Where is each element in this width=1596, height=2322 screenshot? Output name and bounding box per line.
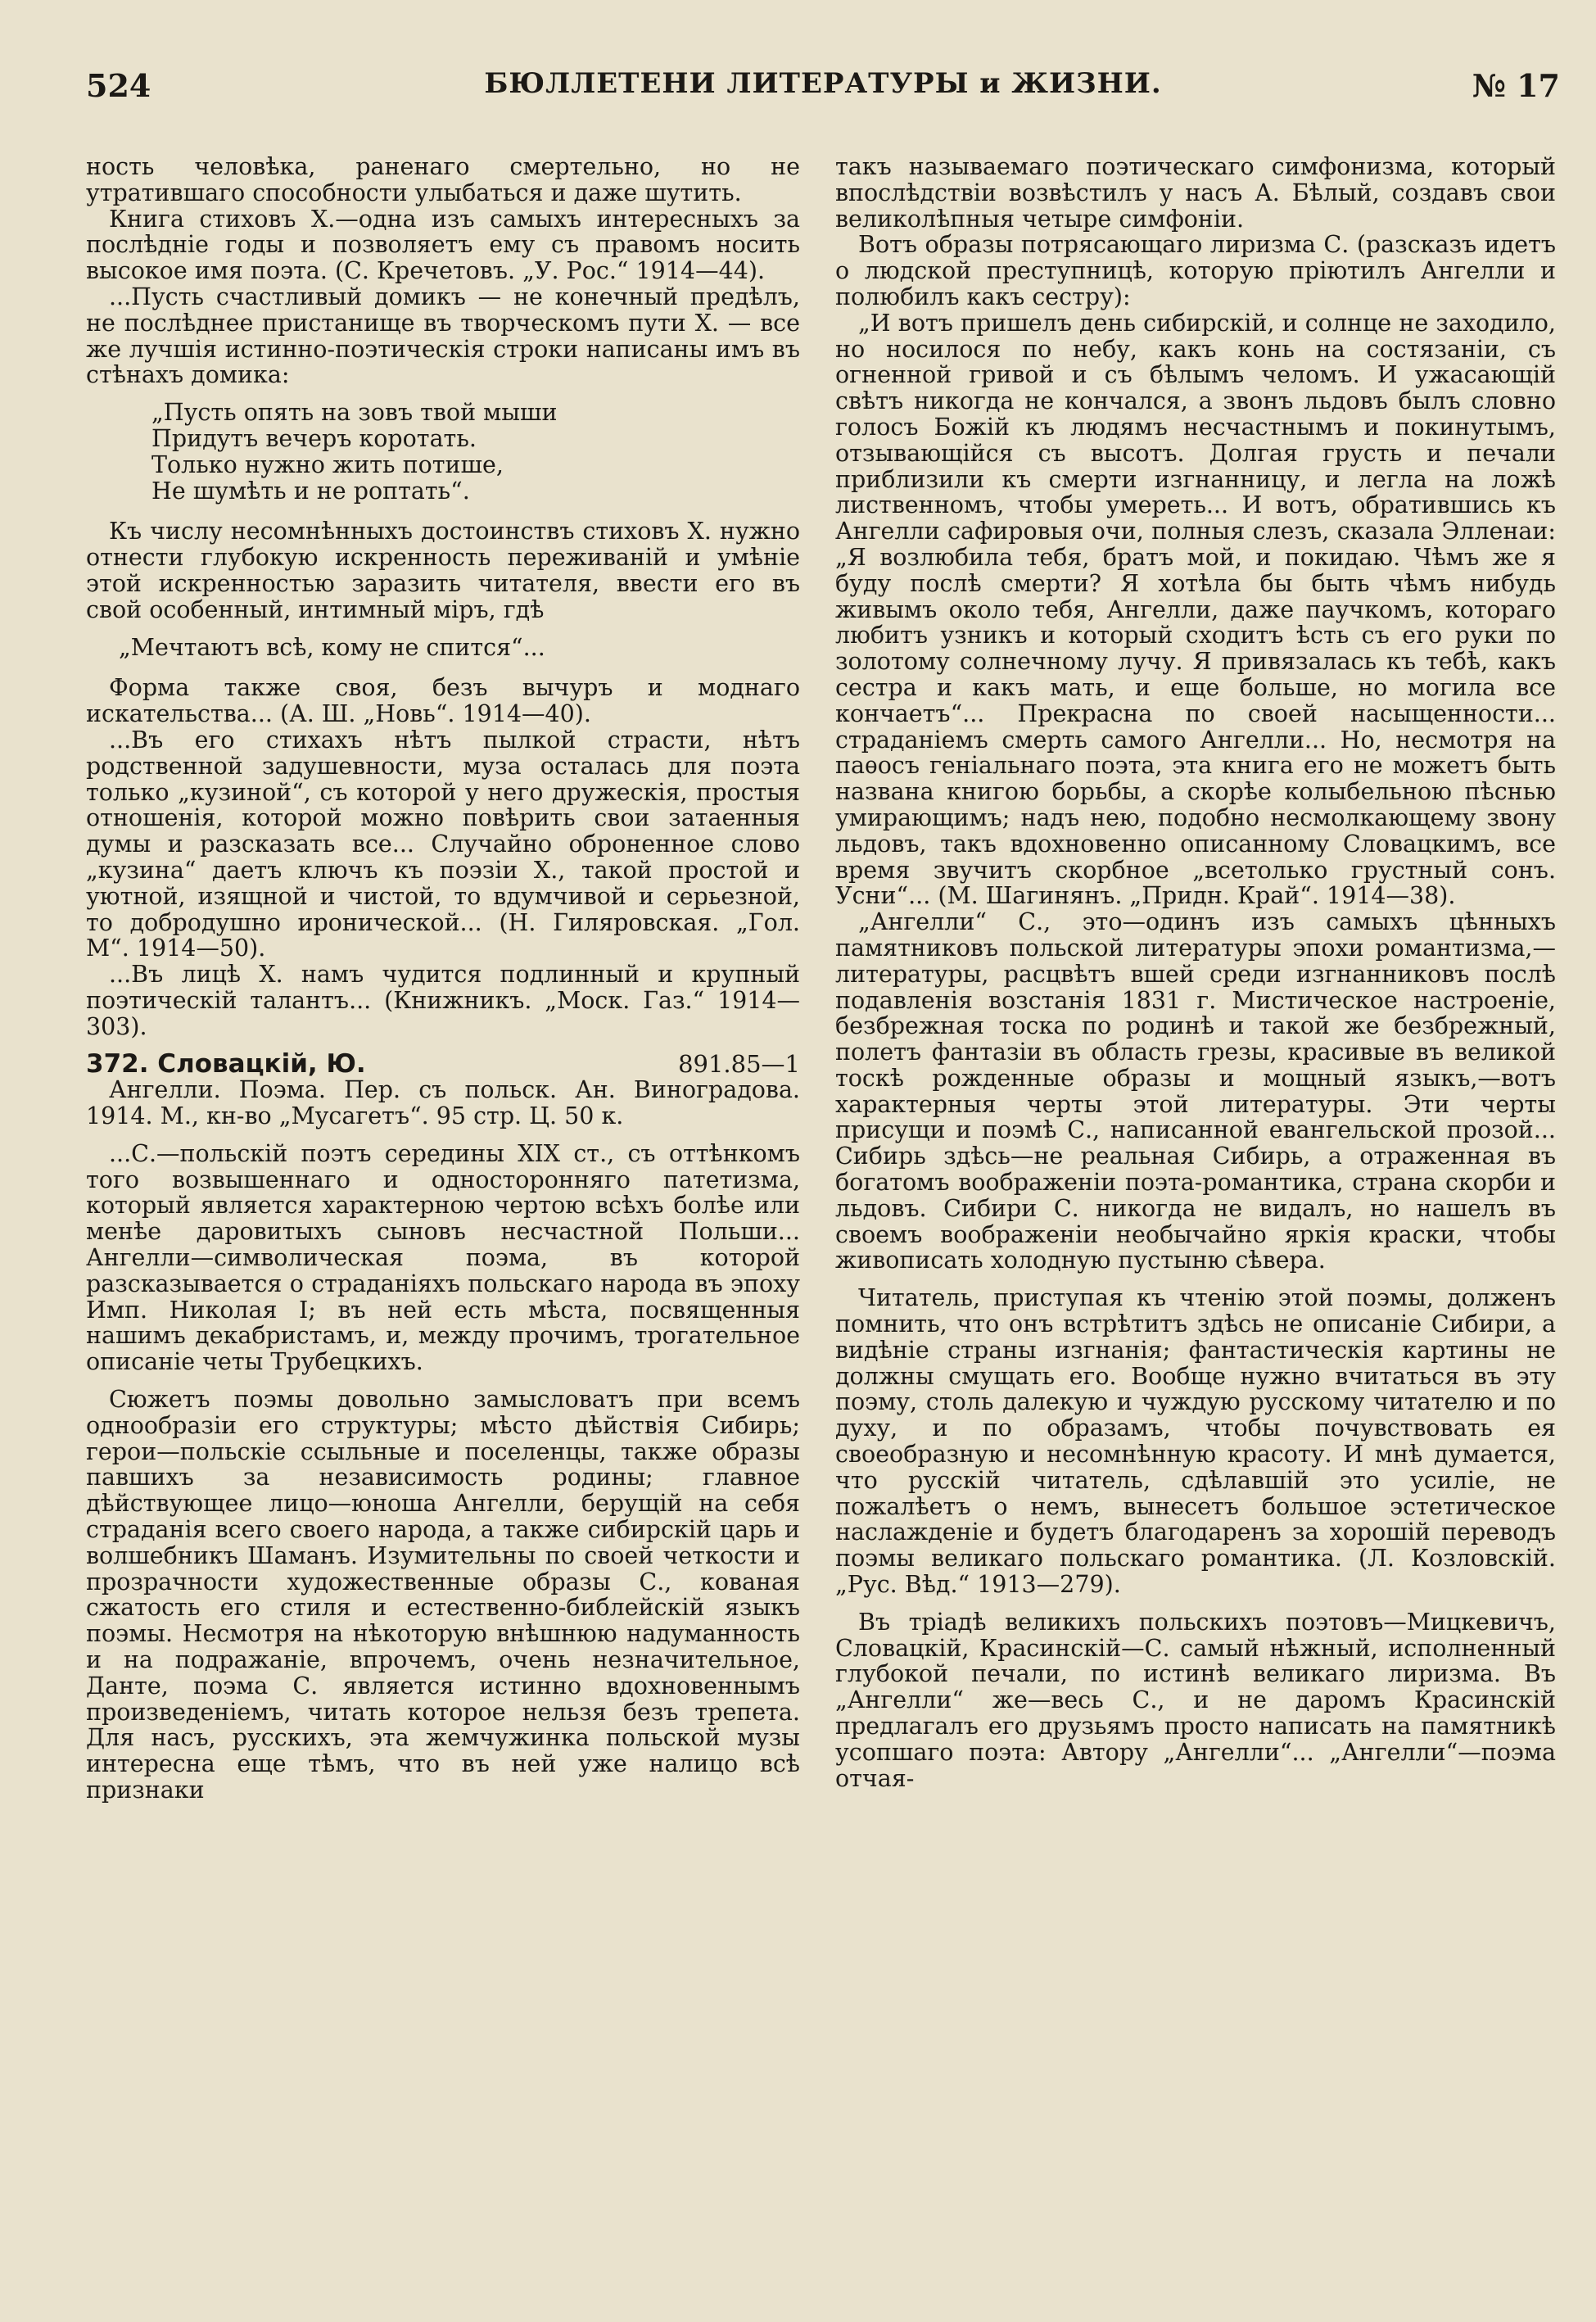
right-column bbox=[835, 154, 1556, 1791]
catalog-entry-heading bbox=[86, 1048, 800, 1079]
page-header bbox=[86, 67, 1560, 116]
page-number: 524 bbox=[86, 67, 151, 104]
poem-line: Придутъ вечеръ коротать. bbox=[151, 424, 477, 452]
paragraph: ...С.—польскій поэтъ середины XIX ст., съ оттѣнкомъ того возвышеннаго и односторонняго патетизма, который является характерною чертою всѣхъ болѣе или менѣе даровитыхъ сыновъ несчастной Польши... Ангелли—символическая поэма, въ которой разсказывается о страданіяхъ польскаго народа въ эпоху Имп. Николая I; въ ней есть мѣста, посвященныя нашимъ декабристамъ, и, между прочимъ, трогательное описаніе четы Трубецкихъ. bbox=[86, 1139, 800, 1376]
quote-line: „Мечтаютъ всѣ, кому не спится“... bbox=[119, 633, 545, 661]
paragraph: „И вотъ пришелъ день сибирскій, и солнце не заходило, но носилося по небу, какъ конь на состязаніи, съ огненной гривой и съ бѣлымъ челомъ. И ужасающій свѣтъ никогда не кончался, а звонъ льдовъ былъ словно голосъ Божій къ людямъ несчастнымъ и покинутымъ, отзывающійся съ высотъ. Долгая грусть и печали приблизили къ смерти изгнанницу, и легла на ложѣ лиственномъ, чтобы умереть... И вотъ, обратившись къ Ангелли сафировыя очи, полныя слезъ, сказала Элленаи: „Я возлюбила тебя, братъ мой, и покидаю. Чѣмъ же я буду послѣ смерти? Я хотѣла бы быть чѣмъ нибудь живымъ около тебя, Ангелли, даже паучкомъ, котораго любитъ узникъ и который сходитъ ѣсть съ его руки по золотому солнечному лучу. Я привязалась къ тебѣ, какъ сестра и какъ мать, и еще больше, но могила все кончаетъ“... Прекрасна по своей насыщенности... страданіемъ смерть самого Ангелли... Но, несмотря на паѳосъ геніальнаго поэта, эта книга его не можетъ быть названа книгою борьбы, а скорѣе колыбельною пѣснью умирающимъ; надъ нею, подобно несмолкающему звону льдовъ, такъ вдохновенно описанному Словацкимъ, все время звучитъ скорбное „всетолько грустный сонъ. Усни“... (М. Шагинянъ. „Придн. Край“. 1914—38). bbox=[835, 309, 1556, 910]
poem-line: Только нужно жить потише, bbox=[151, 450, 504, 478]
left-column bbox=[86, 154, 800, 1804]
paragraph: ...Въ его стихахъ нѣтъ пылкой страсти, нѣтъ родственной задушевности, муза осталась для поэта только „кузиной“, съ которой у него дружескія, простыя отношенія, которой можно повѣрить свои затаенныя думы и разсказать все... Случайно оброненное слово „кузина“ даетъ ключъ къ поэзіи Х., такой простой и уютной, изящной и чистой, то вдумчивой и серьезной, то добродушно иронической... (Н. Гиляровская. „Гол. М“. 1914—50). bbox=[86, 726, 800, 962]
poem-line: Не шумѣть и не роптать“. bbox=[151, 477, 470, 505]
paragraph: Сюжетъ поэмы довольно замысловатъ при всемъ однообразіи его структуры; мѣсто дѣйствія Сибирь; герои—польскіе ссыльные и поселенцы, также образы павшихъ за независимость родины; главное дѣйствующее лицо—юноша Ангелли, берущій на себя страданія всего своего народа, а также сибирскій царь и волшебникъ Шаманъ. Изумительны по своей четкости и прозрачности художественные образы С., кованая сжатость его стиля и естественно-библейскій языкъ поэмы. Несмотря на нѣкоторую внѣшнюю надуманность и на подражаніе, впрочемъ, очень незначительное, Данте, поэма С. является истинно вдохновеннымъ произведеніемъ, читать которое нельзя безъ трепета. Для насъ, русскихъ, эта жемчужинка польской музы интересна еще тѣмъ, что въ ней уже налицо всѣ признаки bbox=[86, 1386, 800, 1804]
paragraph: такъ называемаго поэтическаго симфонизма, который впослѣдствіи возвѣстилъ у насъ А. Бѣлый, создавъ свои великолѣпныя четыре симфоніи. bbox=[835, 153, 1556, 233]
entry-description: Ангелли. Поэма. Пер. съ польск. Ан. Виноградова. 1914. М., кн-во „Мусагетъ“. 95 стр. Ц. 50 к. bbox=[86, 1076, 800, 1130]
poem-quote bbox=[151, 400, 800, 504]
paragraph: Вотъ образы потрясающаго лиризма С. (разсказъ идетъ о людской преступницѣ, которую пріютилъ Ангелли и полюбилъ какъ сестру): bbox=[835, 231, 1556, 310]
paragraph: Въ тріадѣ великихъ польскихъ поэтовъ—Мицкевичъ, Словацкій, Красинскій—С. самый нѣжный, исполненный глубокой печали, по истинѣ великаго лиризма. Въ „Ангелли“ же—весь С., и не даромъ Красинскій предлагалъ его друзьямъ просто написать на памятникѣ усопшаго поэта: Автору „Ангелли“... „Ангелли“—поэма отчая- bbox=[835, 1608, 1556, 1792]
paragraph: ность человѣка, раненаго смертельно, но не утратившаго способности улыбаться и даже шутить. bbox=[86, 153, 800, 206]
entry-classification: 891.85—1 bbox=[678, 1049, 800, 1078]
paragraph: Форма также своя, безъ вычуръ и моднаго искательства... (А. Ш. „Новь“. 1914—40). bbox=[86, 674, 800, 728]
issue-number: № 17 bbox=[1472, 67, 1560, 104]
paragraph: Къ числу несомнѣнныхъ достоинствъ стиховъ Х. нужно отнести глубокую искренность переживаній и умѣніе этой искренностью заразить читателя, ввести его въ свой особенный, интимный міръ, гдѣ bbox=[86, 518, 800, 623]
entry-title: 372. Словацкій, Ю. bbox=[86, 1048, 366, 1079]
paragraph: Читатель, приступая къ чтенію этой поэмы, долженъ помнить, что онъ встрѣтитъ здѣсь не описаніе Сибири, а видѣніе страны изгнанія; фантастическія картины не должны смущать его. Вообще нужно вчитаться въ эту поэму, столь далекую и чуждую русскому читателю и по духу, и по образамъ, чтобы почувствовать ея своеобразную и несомнѣнную красоту. И мнѣ думается, что русскій читатель, сдѣлавшій это усиліе, не пожалѣетъ о немъ, вынесетъ большое эстетическое наслажденіе и будетъ благодаренъ за хорошій переводъ поэмы великаго польскаго романтика. (Л. Козловскій. „Рус. Вѣд.“ 1913—279). bbox=[835, 1284, 1556, 1599]
running-title: БЮЛЛЕТЕНИ ЛИТЕРАТУРЫ и ЖИЗНИ. bbox=[484, 67, 1162, 100]
paragraph: ...Пусть счастливый домикъ — не конечный предѣлъ, не послѣднее пристанище въ творческомъ пути Х. — все же лучшія истинно-поэтическія строки написаны имъ въ стѣнахъ домика: bbox=[86, 283, 800, 389]
paragraph: „Ангелли“ С., это—одинъ изъ самыхъ цѣнныхъ памятниковъ польской литературы эпохи романтизма,—литературы, расцвѣтъ вшей среди изгнанниковъ послѣ подавленія возстанія 1831 г. Мистическое настроеніе, безбрежная тоска по родинѣ и такой же безбрежный, полетъ фантазіи въ область грезы, красивые въ великой тоскѣ рожденные образы и мощный языкъ,—вотъ характерныя черты этой литературы. Эти черты присущи и поэмѣ С., написанной евангельской прозой... Сибирь здѣсь—не реальная Сибирь, а отраженная въ богатомъ воображеніи поэта-романтика, страна скорби и льдовъ. Сибири С. никогда не видалъ, но нашелъ въ своемъ воображеніи необычайно яркія краски, чтобы живописать холодную пустыню сѣвера. bbox=[835, 908, 1556, 1274]
paragraph: ...Въ лицѣ Х. намъ чудится подлинный и крупный поэтическій талантъ... (Книжникъ. „Моск. Газ.“ 1914—303). bbox=[86, 961, 800, 1040]
paragraph: Книга стиховъ Х.—одна изъ самыхъ интересныхъ за послѣдніе годы и позволяетъ ему съ правомъ носить высокое имя поэта. (С. Кречетовъ. „У. Рос.“ 1914—44). bbox=[86, 205, 800, 285]
poem-line: „Пусть опять на зовъ твой мыши bbox=[151, 399, 558, 427]
